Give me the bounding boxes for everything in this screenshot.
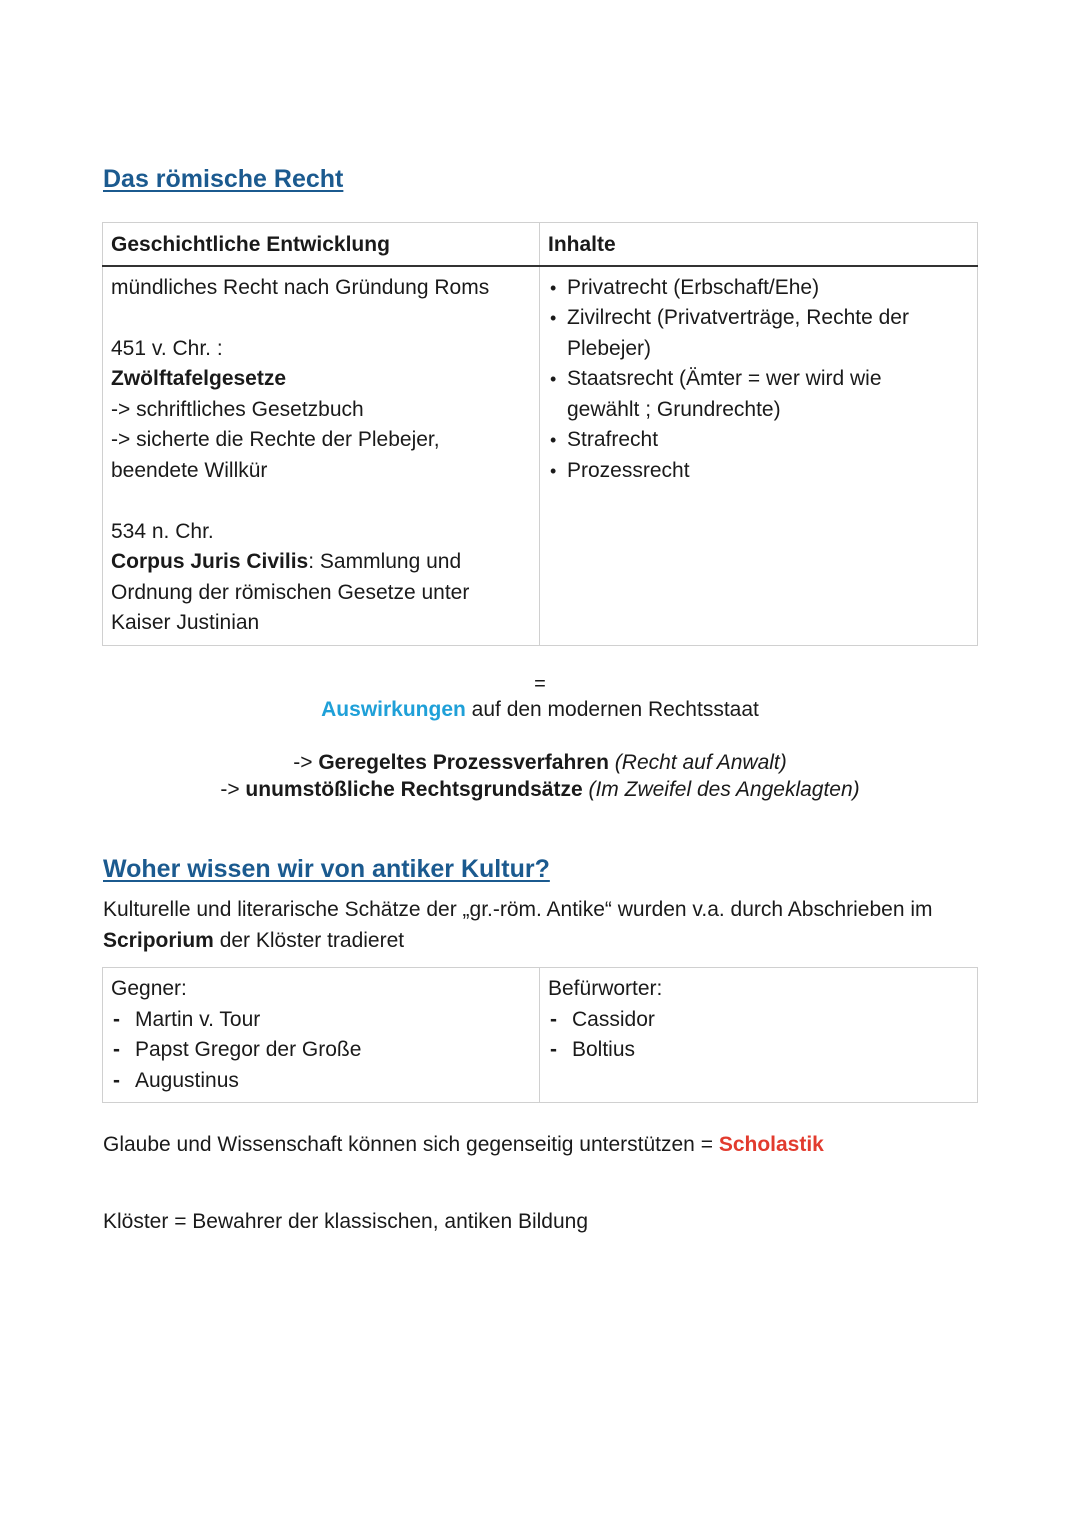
section-title-ancient-culture: Woher wissen wir von antiker Kultur? (103, 855, 550, 883)
list-item: - Augustinus (111, 1066, 531, 1097)
list-item: • Staatsrecht (Ämter = wer wird wie gewählt ; Grundrechte) (548, 364, 969, 425)
scriptorium-word: Scriporium (103, 929, 214, 952)
supporters-list (548, 1005, 969, 1066)
corpus-juris-desc-1: : Sammlung und (308, 550, 462, 573)
equals-sign: = (534, 673, 546, 695)
intro-line-2-rest: der Klöster tradieret (213, 929, 405, 952)
effects-line (0, 698, 1080, 722)
oral-law-text: mündliches Recht nach Gründung Roms (111, 275, 490, 299)
corpus-juris-desc-3: Kaiser Justinian (111, 611, 260, 634)
history-cell (103, 266, 540, 646)
date-451: 451 v. Chr. : (111, 336, 223, 360)
opponents-supporters-table (102, 967, 978, 1103)
list-item: • Zivilrecht (Privatverträge, Rechte der Plebejer) (548, 303, 969, 364)
list-item: • Prozessrecht (548, 456, 969, 487)
list-item: • Privatrecht (Erbschaft/Ehe) (548, 273, 969, 304)
scholastik-text: Glaube und Wissenschaft können sich gegenseitig unterstützen = (103, 1133, 719, 1156)
intro-line-1: Kulturelle und literarische Schätze der „gr.-röm. Antike“ wurden v.a. durch Abschrieben im (103, 898, 933, 921)
effect-point-1: -> Geregeltes Prozessverfahren (Recht auf Anwalt) (293, 751, 787, 774)
column-header-history: Geschichtliche Entwicklung (103, 223, 540, 266)
contents-cell (540, 266, 978, 646)
corpus-juris-desc-2: Ordnung der römischen Gesetze unter (111, 580, 470, 604)
list-item: • Strafrecht (548, 425, 969, 456)
list-item: - Papst Gregor der Große (111, 1035, 531, 1066)
twelve-tables-note-1: -> schriftliches Gesetzbuch (111, 397, 364, 421)
list-item: - Martin v. Tour (111, 1005, 531, 1036)
effects-keyword: Auswirkungen (321, 698, 466, 721)
opponents-label: Gegner: (111, 977, 187, 1000)
section-title-roman-law: Das römische Recht (103, 165, 344, 193)
effect-point-2: -> unumstößliche Rechtsgrundsätze (Im Zweifel des Angeklagten) (220, 778, 860, 801)
contents-list (548, 273, 969, 487)
scholastik-line (103, 1133, 824, 1157)
monasteries-line: Klöster = Bewahrer der klassischen, antiken Bildung (103, 1210, 589, 1233)
twelve-tables-note-2b: beendete Willkür (111, 458, 268, 482)
list-item: - Boltius (548, 1035, 969, 1066)
column-header-contents: Inhalte (540, 223, 978, 266)
supporters-cell (540, 968, 978, 1103)
roman-law-table (102, 222, 978, 646)
intro-paragraph (103, 894, 983, 956)
effects-rest: auf den modernen Rechtsstaat (465, 698, 759, 721)
twelve-tables-title: Zwölftafelgesetze (111, 367, 287, 390)
opponents-list (111, 1005, 531, 1097)
opponents-cell (103, 968, 540, 1103)
list-item: - Cassidor (548, 1005, 969, 1036)
twelve-tables-note-2a: -> sicherte die Rechte der Plebejer, (111, 428, 440, 451)
supporters-label: Befürworter: (548, 977, 663, 1000)
scholastik-word: Scholastik (718, 1133, 824, 1156)
date-534: 534 n. Chr. (111, 519, 214, 543)
corpus-juris-title: Corpus Juris Civilis (111, 550, 309, 573)
